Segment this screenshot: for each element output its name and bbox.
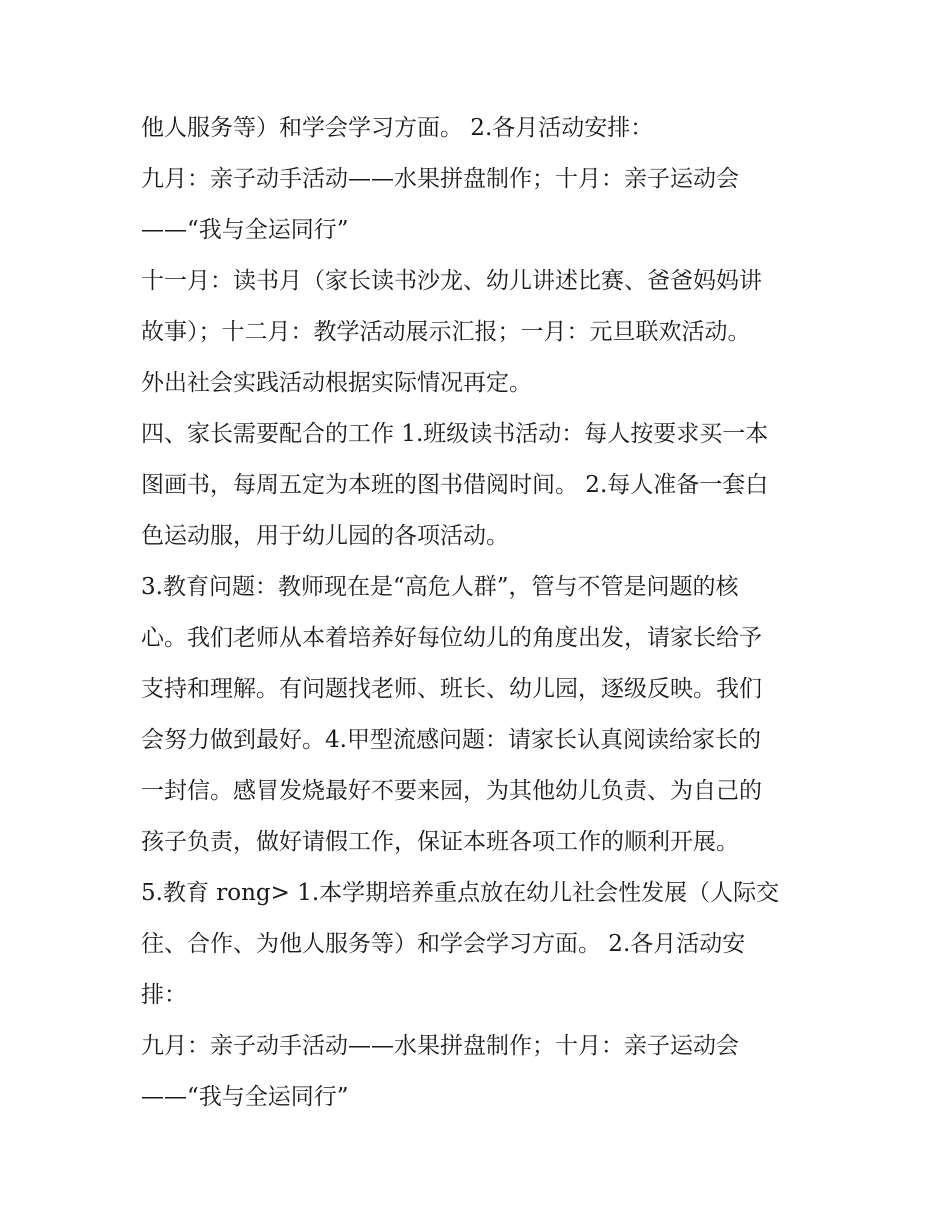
text-line: 色运动服，用于幼儿园的各项活动。 [141, 523, 509, 549]
text-line: 十一月：读书月（家长读书沙龙、幼儿讲述比赛、爸爸妈妈讲 [141, 268, 762, 294]
text-line: 心。我们老师从本着培养好每位幼儿的角度出发，请家长给予 [141, 625, 762, 651]
text-line: 图画书，每周五定为本班的图书借阅时间。 2.每人准备一套白 [141, 472, 769, 498]
text-line: 孩子负责，做好请假工作，保证本班各项工作的顺利开展。 [141, 829, 739, 855]
document-body [141, 108, 821, 1128]
text-line: 3.教育问题：教师现在是“高危人群”，管与不管是问题的核 [141, 574, 739, 600]
text-line: 5.教育 rong> 1.本学期培养重点放在幼儿社会性发展（人际交 [141, 880, 780, 906]
text-line: 支持和理解。有问题找老师、班长、幼儿园，逐级反映。我们 [141, 676, 762, 702]
text-line: 一封信。感冒发烧最好不要来园，为其他幼儿负责、为自己的 [141, 778, 762, 804]
text-line: 会努力做到最好。4.甲型流感问题：请家长认真阅读给家长的 [141, 727, 761, 753]
text-line: 他人服务等）和学会学习方面。 2.各月活动安排： [141, 115, 654, 141]
text-line: 故事）；十二月：教学活动展示汇报；一月：元旦联欢活动。 [141, 319, 751, 345]
text-line: 九月：亲子动手活动——水果拼盘制作；十月：亲子运动会 [141, 166, 739, 192]
text-line: 四、家长需要配合的工作 1.班级读书活动：每人按要求买一本 [141, 421, 769, 447]
text-line: 九月：亲子动手活动——水果拼盘制作；十月：亲子运动会 [141, 1033, 739, 1059]
text-line: 排： [141, 982, 187, 1008]
text-line: 外出社会实践活动根据实际情况再定。 [141, 370, 532, 396]
text-line: 往、合作、为他人服务等）和学会学习方面。 2.各月活动安 [141, 931, 746, 957]
text-line: ——“我与全运同行” [141, 1084, 349, 1110]
text-line: ——“我与全运同行” [141, 217, 349, 243]
